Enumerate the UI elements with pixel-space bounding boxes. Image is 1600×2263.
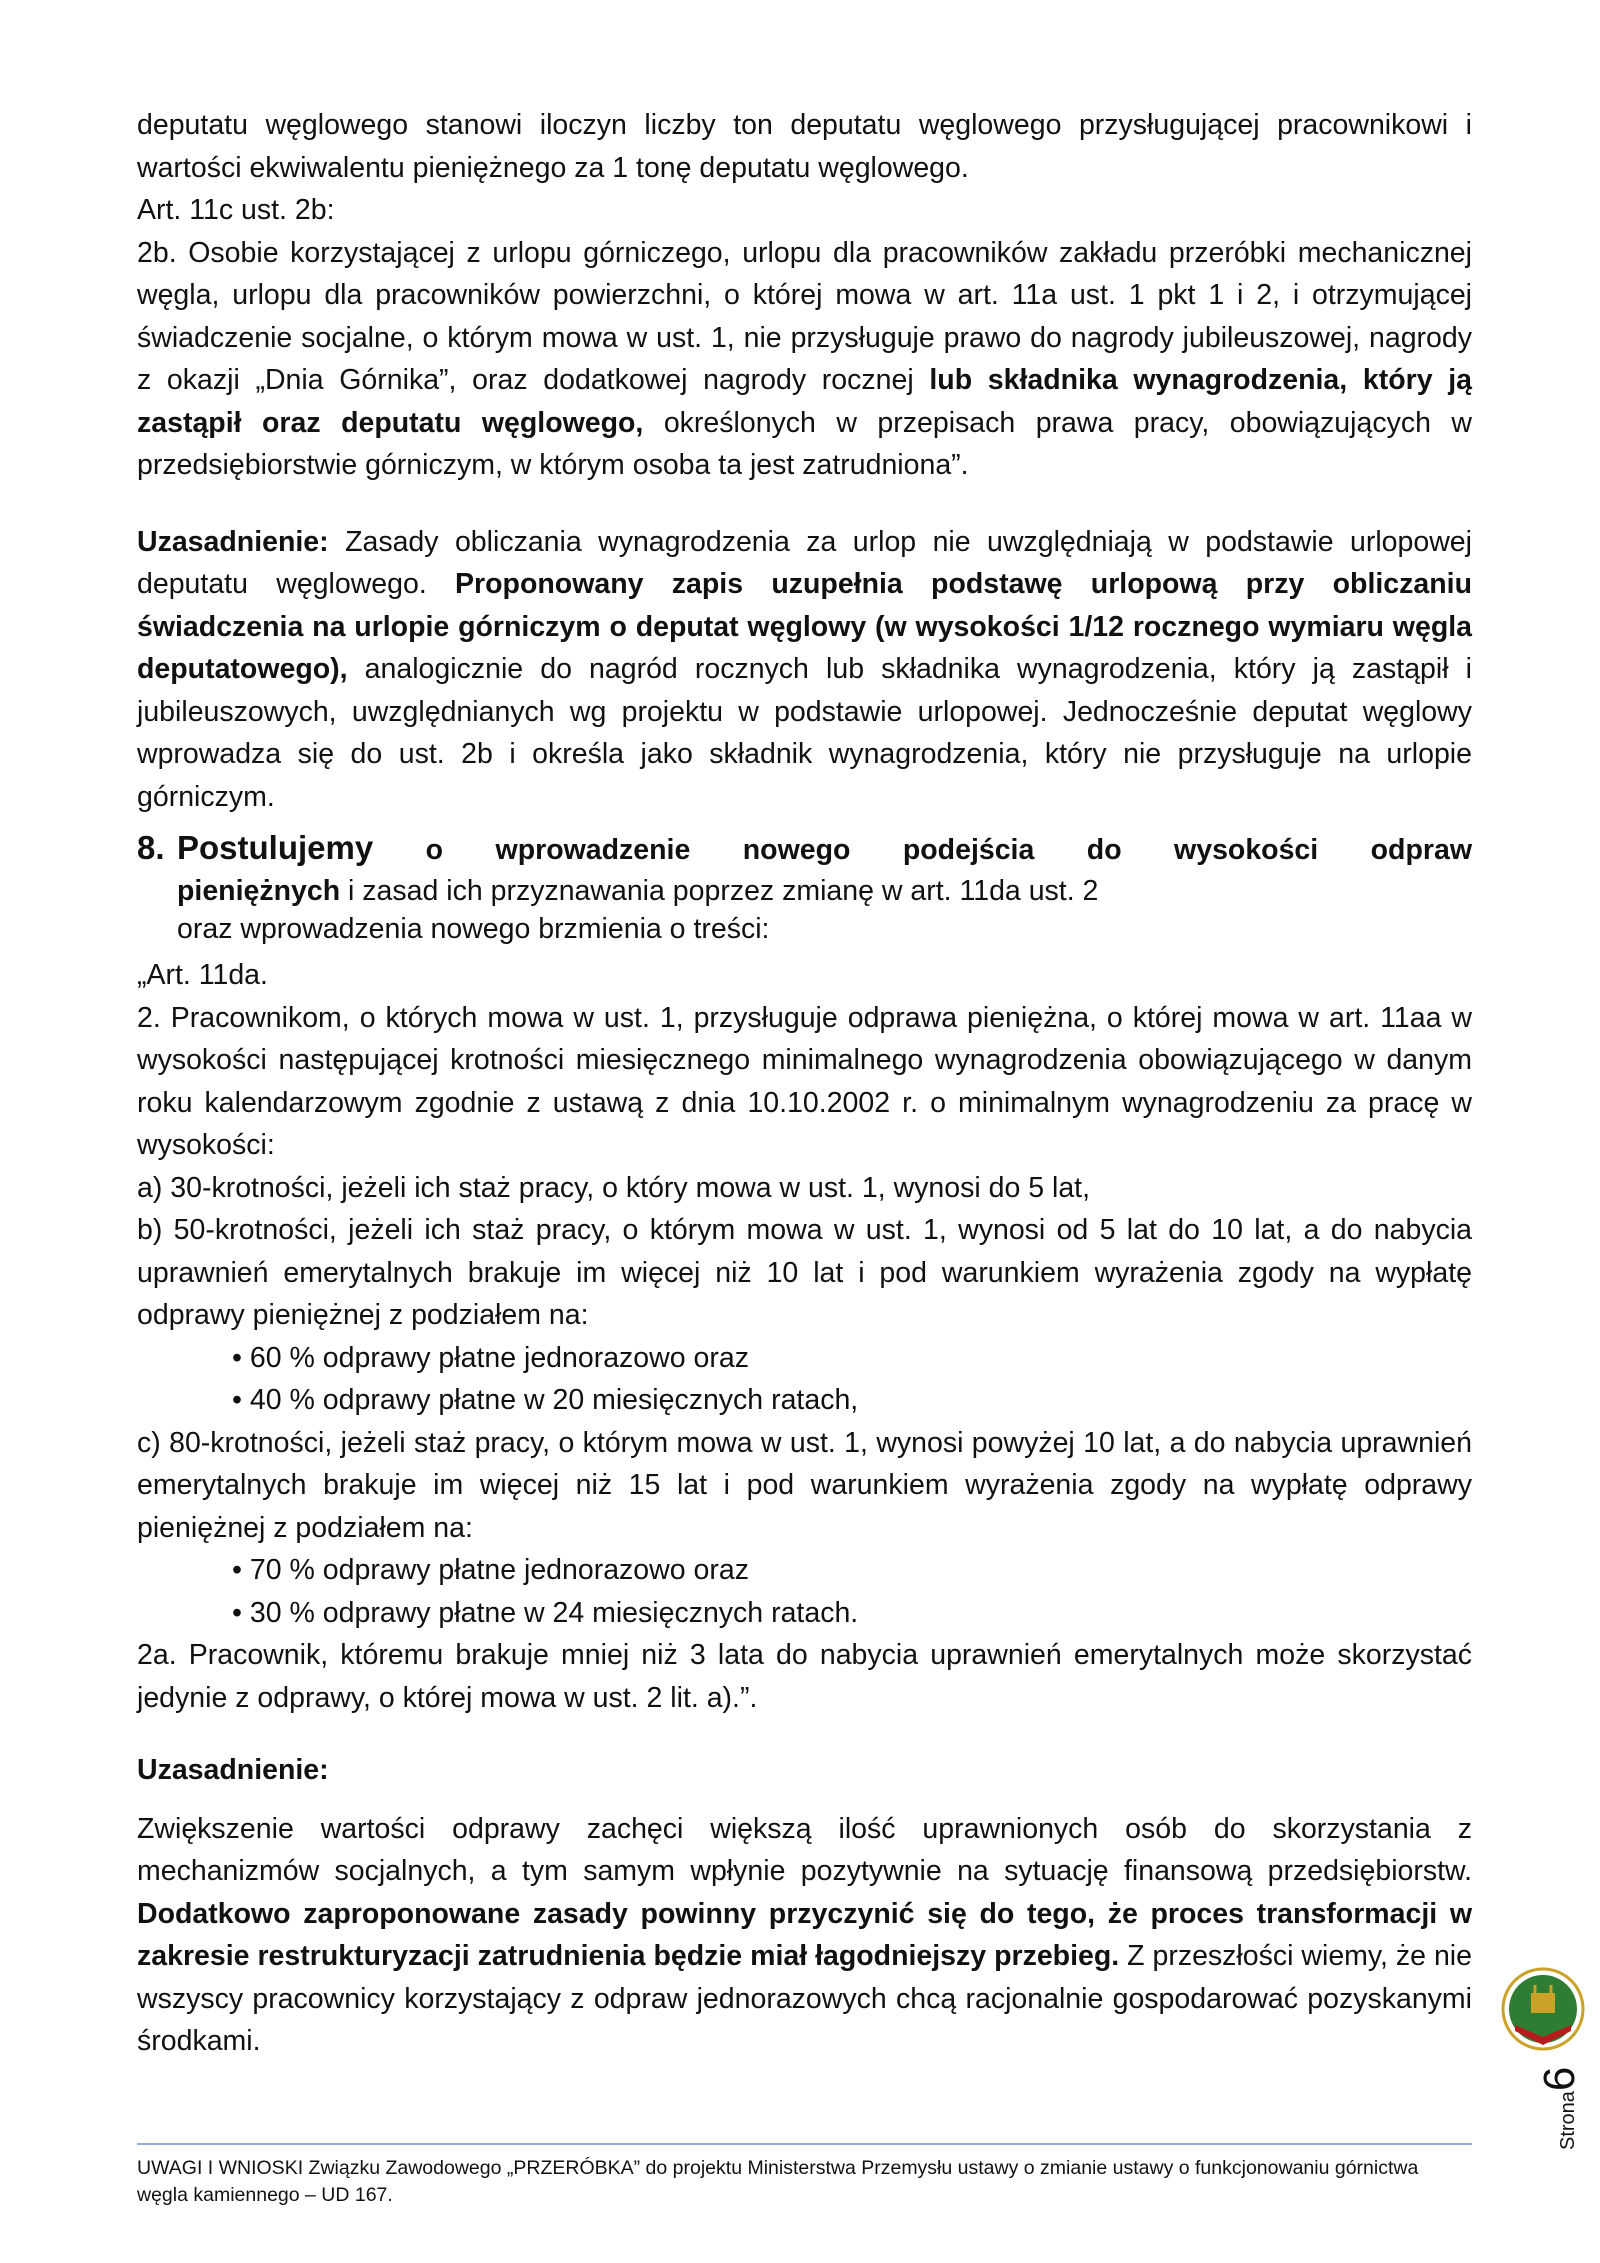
bullet-item: • 40 % odprawy płatne w 20 miesięcznych ratach, xyxy=(232,1384,859,1416)
item-body xyxy=(177,826,1472,948)
page-word: Strona xyxy=(1557,2091,1579,2150)
justification-2 xyxy=(137,1808,1472,2063)
justification-2-label: Uzasadnienie: xyxy=(137,1754,329,1786)
text-segment: 2b. Osobie korzystającej z urlopu górniczego, urlopu dla pracowników zakładu przeróbki mechanicznej węgla, urlopu dla pracowników powierzchni, o której mowa w art. 11a ust. 1 pkt 1 i 2, i otrzymującej świadczenie socjalne, o którym mowa w ust. 1, nie przysługuje prawo do nagrody jubileuszowej, nagrody z okazji „Dnia Górnika”, oraz dodatkowej nagrody rocznej xyxy=(137,236,1472,396)
page-footer xyxy=(137,2143,1472,2209)
document-body xyxy=(137,104,1472,2063)
text-segment: Zasady obliczania wynagrodzenia za urlop nie uwzględniają w podstawie urlopowej deputatu węglowego. xyxy=(137,525,1472,600)
text-segment: Zwiększenie wartości odprawy zachęci większą ilość uprawnionych osób do skorzystania z mechanizmów socjalnych, a tym samym wpłynie pozytywnie na sytuację finansową przedsiębiorstw. xyxy=(137,1812,1472,1887)
page-number-rotated xyxy=(1535,2067,1585,2150)
item-number: 8. xyxy=(137,829,165,866)
bullet-item: • 70 % odprawy płatne jednorazowo oraz xyxy=(232,1554,749,1586)
paragraph-art-ref: Art. 11c ust. 2b: xyxy=(137,194,335,226)
bullet-item: • 30 % odprawy płatne w 24 miesięcznych ratach. xyxy=(232,1596,859,1629)
article-title: „Art. 11da. xyxy=(137,959,268,991)
paragraph-2b xyxy=(137,232,1472,487)
page-number: 6 xyxy=(1535,2066,1584,2092)
bold-segment: Dodatkowo zaproponowane zasady powinny przyczynić się do tego, że proces transformacji w zakresie restrukturyzacji zatrudnienia będzie miał łagodniejszy przebieg. xyxy=(137,1897,1472,1972)
article-point-c: c) 80-krotności, jeżeli staż pracy, o którym mowa w ust. 1, wynosi powyżej 10 lat, a do nabycia uprawnień emerytalnych brakuje im więcej niż 15 lat i pod warunkiem wyrażenia zgody na wypłatę odprawy pieniężnej z podziałem na: xyxy=(137,1426,1472,1544)
bold-segment: Proponowany zapis uzupełnia podstawę urlopową przy obliczaniu świadczenia na urlopie górniczym o deputat węglowy (w wysokości 1/12 rocznego wymiaru węgla deputatowego), xyxy=(137,568,1472,685)
item-lead-rest: o wprowadzenie nowego podejścia do wysokości odpraw xyxy=(425,834,1472,866)
text-segment: analogicznie do nagród rocznych lub składnika wynagrodzenia, który ją zastąpił i jubileuszowych, uwzględnianych wg projektu w podstawie urlopowej. Jednocześnie deputat węglowy wprowadza się do ust. 2b i określa jako składnik wynagrodzenia, który nie przysługuje na urlopie górniczym. xyxy=(137,653,1472,813)
item-first-line xyxy=(177,826,1472,872)
item-lead: Postulujemy xyxy=(177,829,374,866)
bold-segment: pieniężnych xyxy=(177,875,341,907)
item-line-2 xyxy=(177,872,1472,910)
text-segment: Z przeszłości wiemy, że nie wszyscy pracownicy korzystający z odpraw jednorazowych chcą racjonalnie gospodarować pozyskanymi środkami. xyxy=(137,1940,1472,2057)
item-line-3: oraz wprowadzenia nowego brzmienia o treści: xyxy=(177,913,770,945)
text-segment: określonych w przepisach prawa pracy, obowiązujących w przedsiębiorstwie górniczym, w którym osoba ta jest zatrudniona”. xyxy=(137,406,1472,481)
numbered-item-8 xyxy=(137,826,1472,948)
bullet-item: • 60 % odprawy płatne jednorazowo oraz xyxy=(232,1341,749,1374)
article-paragraph-2a: 2a. Pracownik, któremu brakuje mniej niż 3 lata do nabycia uprawnień emerytalnych może skorzystać jedynie z odprawy, o której mowa w ust. 2 lit. a).”. xyxy=(137,1639,1472,1714)
article-paragraph-2: 2. Pracownikom, o których mowa w ust. 1, przysługuje odprawa pieniężna, o której mowa w art. 11aa w wysokości następującej krotności miesięcznego minimalnego wynagrodzenia obowiązującego w danym roku kalendarzowym zgodnie z ustawą z dnia 10.10.2002 r. o minimalnym wynagrodzeniu za pracę w wysokości: xyxy=(137,1001,1472,1161)
paragraph-deputat: deputatu węglowego stanowi iloczyn liczby ton deputatu węglowego przysługującej pracownikowi i wartości ekwiwalentu pieniężnego za 1 tonę deputatu węglowego. xyxy=(137,109,1472,184)
justification-label: Uzasadnienie: xyxy=(137,525,329,558)
footer-text: UWAGI I WNIOSKI Związku Zawodowego „PRZERÓBKA” do projektu Ministerstwa Przemysłu ustawy o zmianie ustawy o funkcjonowaniu górnictwa węgla kamiennego – UD 167. xyxy=(137,2157,1419,2206)
justification-1 xyxy=(137,521,1472,819)
union-logo-icon xyxy=(1501,1967,1585,2051)
article-point-a: a) 30-krotności, jeżeli ich staż pracy, o który mowa w ust. 1, wynosi do 5 lat, xyxy=(137,1171,1091,1204)
bold-segment: lub składnika wynagrodzenia, który ją zastąpił oraz deputatu węglowego, xyxy=(137,364,1472,439)
text-segment: i zasad ich przyznawania poprzez zmianę w art. 11da ust. 2 xyxy=(340,875,1099,907)
article-point-b: b) 50-krotności, jeżeli ich staż pracy, o którym mowa w ust. 1, wynosi od 5 lat do 10 lat, a do nabycia uprawnień emerytalnych brakuje im więcej niż 10 lat i pod warunkiem wyrażenia zgody na wypłatę odprawy pieniężnej z podziałem na: xyxy=(137,1214,1472,1331)
